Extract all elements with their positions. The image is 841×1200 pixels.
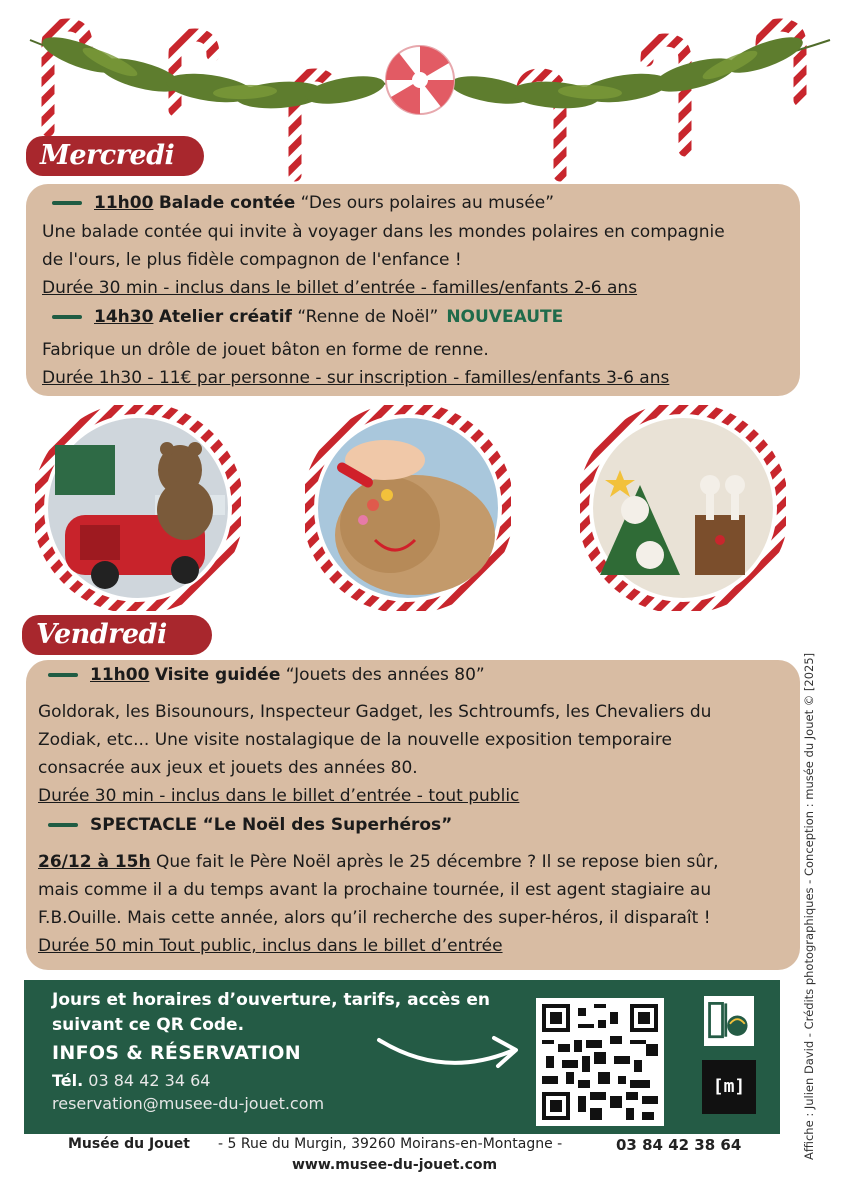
event-description: Fabrique un drôle de jouet bâton en forme de renne. xyxy=(42,340,489,360)
phone-number[interactable]: 03 84 42 34 64 xyxy=(88,1071,211,1090)
event-details: Durée 1h30 - 11€ par personne - sur inscription - familles/enfants 3-6 ans xyxy=(42,368,670,388)
event-time: 11h00 xyxy=(94,193,154,213)
event-header xyxy=(38,660,786,690)
event-header xyxy=(42,188,784,218)
event-description: Zodiak, etc... Une visite nostalagique de la nouvelle exposition temporaire xyxy=(38,730,672,750)
event-type: SPECTACLE xyxy=(90,815,198,835)
event-details: Durée 50 min Tout public, inclus dans le billet d’entrée xyxy=(38,936,503,956)
museum-name: Musée du Jouet xyxy=(68,1136,190,1152)
reservation-heading: INFOS & RÉSERVATION xyxy=(52,1042,301,1064)
event-description: consacrée aux jeux et jouets des années 80. xyxy=(38,758,418,778)
event-title: “Des ours polaires au musée” xyxy=(300,193,555,213)
museum-logo: [m] xyxy=(702,1060,756,1114)
event-header xyxy=(38,810,786,840)
event-details: Durée 30 min - inclus dans le billet d’entrée - familles/enfants 2-6 ans xyxy=(42,278,638,298)
qr-code[interactable] xyxy=(536,998,664,1126)
event-type: Balade contée xyxy=(158,193,296,213)
museum-address: - 5 Rue du Murgin, 39260 Moirans-en-Montagne - xyxy=(218,1136,563,1152)
dash-bullet xyxy=(52,315,82,319)
dash-bullet xyxy=(52,201,82,205)
event-type: Atelier créatif xyxy=(158,307,292,327)
event-time: 14h30 xyxy=(94,307,154,327)
event-type: Visite guidée xyxy=(154,665,281,685)
dash-bullet xyxy=(48,673,78,677)
friday-events-panel xyxy=(26,660,800,970)
event-details: Durée 30 min - inclus dans le billet d’entrée - tout public xyxy=(38,786,520,806)
photo-craft-reindeer xyxy=(305,405,511,611)
info-title: Jours et horaires d’ouverture, tarifs, accès en suivant ce QR Code. xyxy=(52,990,490,1035)
phone-label: Tél. xyxy=(52,1071,84,1090)
new-badge: NOUVEAUTE xyxy=(446,307,564,327)
day-label-wednesday: Mercredi xyxy=(26,136,204,176)
event-description: mais comme il a du temps avant la prochaine tournée, il est agent stagiaire au xyxy=(38,880,712,900)
arrow-icon xyxy=(374,1020,524,1080)
label-logo xyxy=(702,994,756,1048)
photo-toy-car-bear xyxy=(35,405,241,611)
phone-line xyxy=(52,1071,210,1090)
email-link[interactable]: reservation@musee-du-jouet.com xyxy=(52,1094,325,1113)
event-description: Une balade contée qui invite à voyager dans les mondes polaires en compagnie xyxy=(42,222,725,242)
event-description: Goldorak, les Bisounours, Inspecteur Gadget, les Schtroumfs, les Chevaliers du xyxy=(38,702,712,722)
photo-christmas-crafts xyxy=(580,405,786,611)
info-reservation-block xyxy=(24,980,780,1134)
event-description: F.B.Ouille. Mais cette année, alors qu’il recherche des super-héros, il disparaît ! xyxy=(38,908,711,928)
event-date: 26/12 à 15h xyxy=(38,852,151,872)
event-title: “Jouets des années 80” xyxy=(285,665,485,685)
website-link[interactable]: www.musee-du-jouet.com xyxy=(292,1157,498,1173)
wednesday-events-panel xyxy=(26,184,800,396)
event-title: “Renne de Noël” xyxy=(297,307,439,327)
event-description: de l'ours, le plus fidèle compagnon de l'enfance ! xyxy=(42,250,462,270)
credits-text: Affiche : Julien David - Crédits photographiques - Conception : musée du Jouet © [2025] xyxy=(802,652,816,1160)
event-header xyxy=(42,302,784,332)
dash-bullet xyxy=(48,823,78,827)
peppermint-candy-icon xyxy=(386,46,454,114)
event-description: Que fait le Père Noël après le 25 décembre ? Il se repose bien sûr, xyxy=(156,852,719,872)
day-label-friday: Vendredi xyxy=(22,615,212,655)
museum-phone[interactable]: 03 84 42 38 64 xyxy=(616,1136,742,1154)
event-title: “Le Noël des Superhéros” xyxy=(202,815,453,835)
event-time: 11h00 xyxy=(90,665,150,685)
